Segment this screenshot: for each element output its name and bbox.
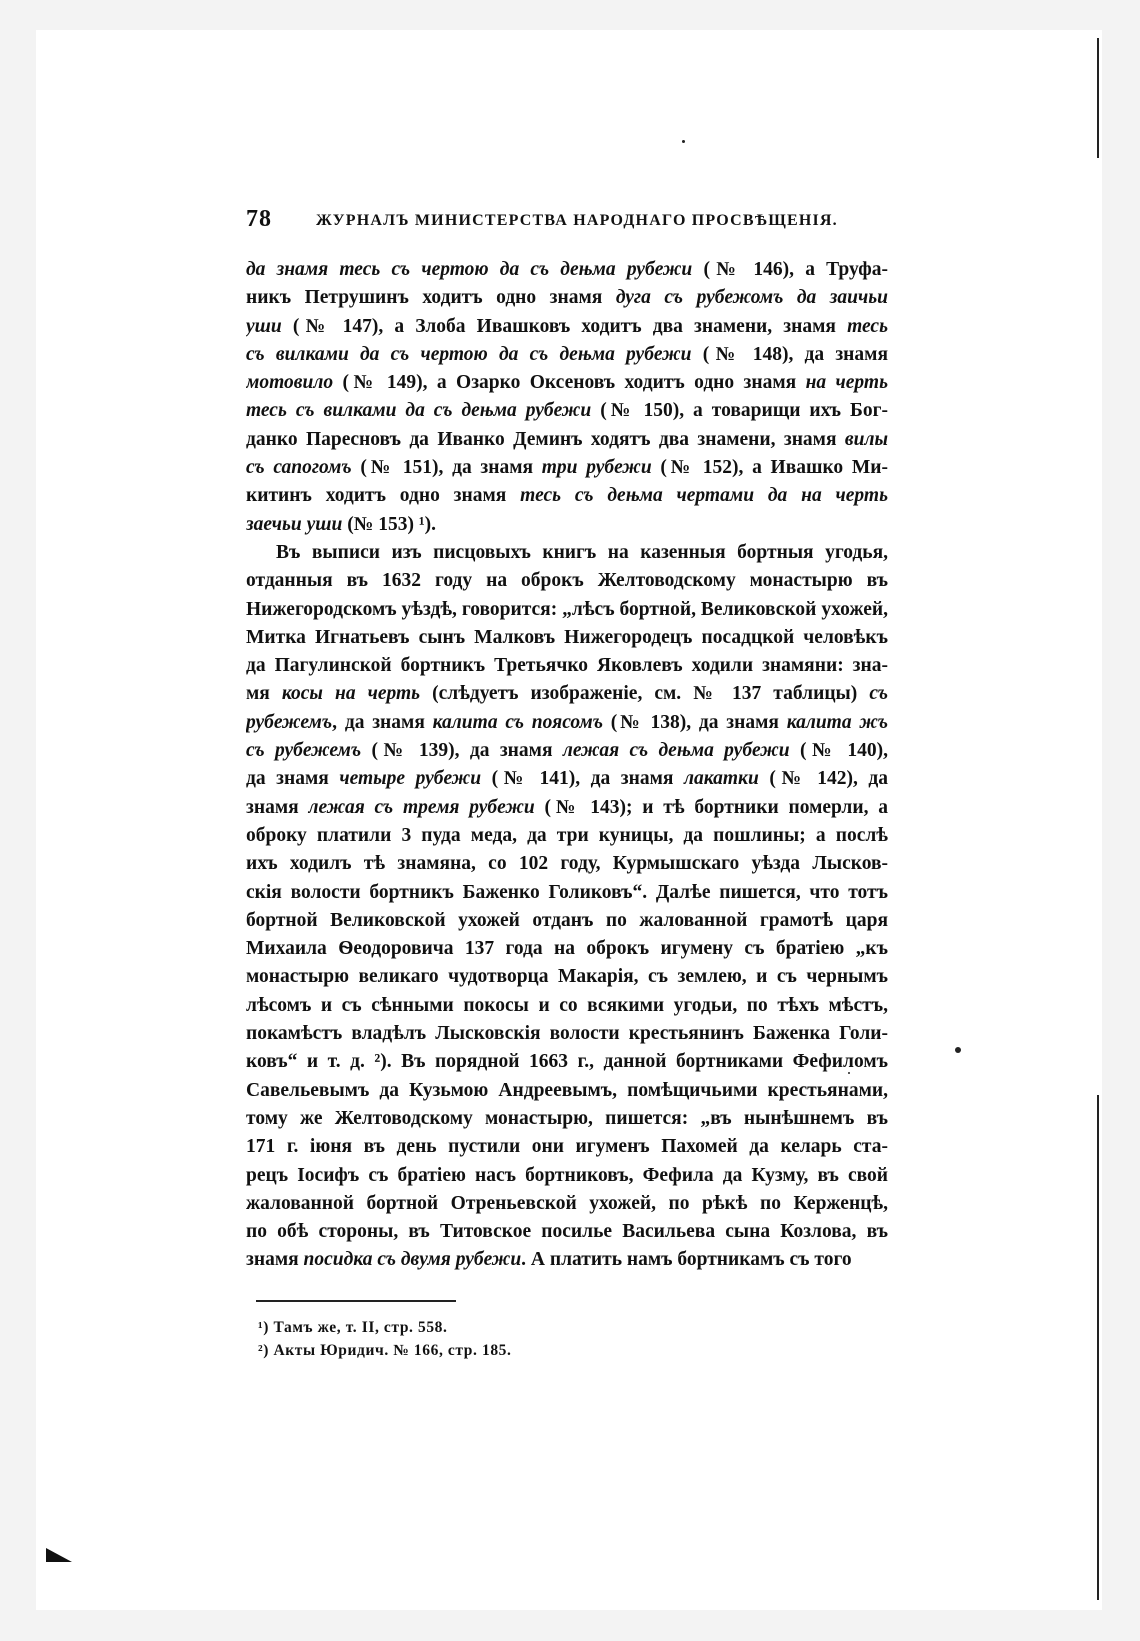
text-line: [246, 539, 888, 567]
text-run: Въ выписи изъ писцовыхъ книгъ на казенныя бортныя угодья,: [276, 541, 888, 563]
text-line: [246, 850, 888, 878]
text-line: [246, 822, 888, 850]
text-run: знамя: [246, 796, 309, 818]
text-run: да знамя: [246, 768, 340, 790]
text-run: скія волости бортникъ Баженко Голиковъ“. Далѣе пишется, что тотъ: [246, 881, 888, 903]
text-run: да Пагулинской бортникъ Третьячко Яковлевъ ходили знамяни: зна-: [246, 655, 888, 677]
text-run: (№ 143); и тѣ бортники померли, а: [534, 796, 888, 818]
italic-phrase: косы на черть: [281, 683, 421, 705]
text-line: [246, 879, 888, 907]
text-line: [246, 567, 888, 595]
text-run: , да знамя: [332, 711, 433, 733]
text-run: Митка Игнатьевъ сынъ Малковъ Нижегородецъ посадцкой человѣкъ: [246, 626, 888, 648]
text-line: [246, 652, 888, 680]
text-run: 171 г. іюня въ день пустили они игуменъ Пахомей да келарь ста-: [246, 1136, 888, 1158]
text-line: [246, 1077, 888, 1105]
text-run: покамѣстъ владѣлъ Лысковскія волости крестьянинъ Баженка Голи-: [246, 1023, 888, 1045]
text-run: данко Пареcновъ да Иванко Деминъ ходятъ два знамени, знамя: [246, 428, 845, 450]
corner-arrow-icon: [46, 1548, 72, 1562]
italic-phrase: вилы: [844, 428, 888, 450]
page-header: [246, 206, 886, 238]
italic-phrase: съ вилками да съ чертою да съ дењма рубежи: [246, 343, 692, 365]
text-line: [246, 1190, 888, 1218]
text-line: [246, 794, 888, 822]
text-run: (№ 152), а Ивашко Ми-: [651, 457, 888, 479]
text-line: [246, 341, 888, 369]
text-run: никъ Петрушинъ ходитъ одно знамя: [246, 287, 616, 309]
text-line: [246, 624, 888, 652]
footnote-divider: [256, 1300, 456, 1302]
text-line: [246, 765, 888, 793]
text-run: (№ 138), да знамя: [603, 711, 787, 733]
italic-phrase: рубежемъ: [246, 711, 333, 733]
text-line: [246, 1162, 888, 1190]
text-run: тому же Желтоводскому монастырю, пишется: „въ нынѣшнемъ въ: [246, 1107, 888, 1129]
italic-phrase: тесь съ вилками да съ дењма рубежи: [246, 400, 592, 422]
text-run: оброку платили 3 пуда меда, да три куницы, да пошлины; а послѣ: [246, 824, 888, 846]
text-run: (№ 153) ¹).: [342, 513, 437, 535]
text-run: по обѣ стороны, въ Титовское посилье Васильева сына Козлова, въ: [246, 1221, 888, 1243]
text-run: (№ 150), а товарищи ихъ Бог-: [591, 400, 888, 422]
text-line: [246, 369, 888, 397]
text-line: [246, 680, 888, 708]
text-run: ихъ ходилъ тѣ знамяна, со 102 году, Курмышскаго уѣзда Лысков-: [246, 853, 888, 875]
footnote: ²) Акты Юридич. № 166, стр. 185.: [258, 1342, 512, 1359]
body-text: [246, 256, 888, 1275]
text-run: (№ 146), а Труфа-: [692, 259, 888, 280]
text-line: [246, 1020, 888, 1048]
text-line: [246, 1105, 888, 1133]
text-line: [246, 426, 888, 454]
text-run: Нижегородскомъ уѣздѣ, говорится: „лѣсъ бортной, Великовской ухожей,: [246, 598, 888, 620]
text-run: лѣсомъ и съ сѣнными покосы и со всякими угодьи, по тѣхъ мѣстъ,: [246, 994, 888, 1016]
text-line: [246, 1133, 888, 1161]
text-run: (№ 149), а Озарко Оксеновъ ходитъ одно знамя: [333, 372, 806, 394]
italic-phrase: калита съ поясомъ: [432, 711, 603, 733]
text-run: отданныя въ 1632 году на оброкъ Желтоводскому монастырю въ: [246, 570, 888, 592]
text-run: . А платить намъ бортникамъ съ того: [521, 1249, 852, 1271]
text-line: [246, 313, 888, 341]
text-run: Савельевымъ да Кузьмою Андреевымъ, помѣщичьими крестьянами,: [246, 1079, 888, 1101]
italic-phrase: посидка съ двумя рубежи: [303, 1249, 522, 1271]
text-run: (№ 151), да знамя: [351, 457, 542, 479]
italic-phrase: дуга съ рубежомъ да заичьи: [615, 287, 888, 309]
italic-phrase: три рубежи: [541, 457, 652, 479]
text-line: [246, 935, 888, 963]
text-run: мя: [246, 683, 282, 705]
text-line: [246, 1246, 888, 1274]
text-run: ковъ“ и т. д. ²). Въ порядной 1663 г., данной бортниками Фефиломъ: [246, 1051, 888, 1073]
text-run: (№ 140),: [789, 740, 888, 762]
italic-phrase: тесь: [847, 315, 888, 337]
text-line: [246, 256, 888, 284]
text-run: жалованной бортной Отреньевской ухожей, по рѣкѣ по Керженцѣ,: [246, 1192, 888, 1214]
italic-phrase: съ сапогомъ: [246, 457, 352, 479]
text-run: китинъ ходитъ одно знамя: [246, 485, 521, 507]
italic-phrase: калита жъ: [786, 711, 888, 733]
italic-phrase: съ рубежемъ: [246, 740, 362, 762]
page-number: 78: [246, 206, 272, 232]
scan-speck: [682, 140, 685, 143]
text-line: [246, 992, 888, 1020]
text-run: бортной Великовской ухожей отданъ по жалованной грамотѣ царя: [246, 909, 888, 931]
scan-edge-line-bottom: [1097, 1095, 1099, 1600]
italic-phrase: лакатки: [683, 768, 759, 790]
italic-phrase: уши: [246, 315, 282, 337]
text-line: [246, 284, 888, 312]
footnote: ¹) Тамъ же, т. II, стр. 558.: [258, 1319, 448, 1336]
text-line: [246, 963, 888, 991]
text-line: [246, 737, 888, 765]
italic-phrase: на черть: [805, 372, 888, 394]
italic-phrase: съ: [869, 683, 888, 705]
italic-phrase: лежая съ дењма рубежи: [562, 740, 790, 762]
italic-phrase: заечьи уши: [246, 513, 343, 535]
footnotes: [258, 1316, 512, 1362]
italic-phrase: да знамя тесь съ чертою да съ дењма рубежи: [246, 259, 693, 280]
text-line: [246, 482, 888, 510]
text-line: [246, 596, 888, 624]
text-line: [246, 397, 888, 425]
text-run: рецъ Іосифъ съ братіею насъ бортниковъ, Фефила да Кузму, въ свой: [246, 1164, 888, 1186]
text-run: Михаила Ѳеодоровича 137 года на оброкъ игумену съ братіею „къ: [246, 938, 888, 960]
text-run: монастырю великаго чудотворца Макарія, съ землею, и съ чернымъ: [246, 966, 888, 988]
text-run: знамя: [246, 1249, 304, 1271]
italic-phrase: тесь съ дењма чертами да на черть: [520, 485, 888, 507]
scan-speck: [955, 1047, 961, 1053]
text-run: (слѣдуетъ изображеніе, см. № 137 таблицы): [420, 683, 870, 705]
text-line: [246, 1218, 888, 1246]
italic-phrase: мотовило: [246, 372, 334, 394]
text-line: [246, 511, 888, 539]
italic-phrase: четыре рубежи: [339, 768, 482, 790]
text-run: (№ 148), да знамя: [691, 343, 888, 365]
text-line: [246, 1048, 888, 1076]
italic-phrase: лежая съ тремя рубежи: [308, 796, 535, 818]
text-line: [246, 454, 888, 482]
text-run: (№ 139), да знамя: [361, 740, 563, 762]
text-run: (№ 142), да: [758, 768, 888, 790]
text-run: (№ 147), а Злоба Ивашковъ ходитъ два знамени, знамя: [281, 315, 848, 337]
text-line: [246, 709, 888, 737]
text-line: [246, 907, 888, 935]
text-run: (№ 141), да знамя: [481, 768, 684, 790]
scan-edge-line-top: [1097, 38, 1099, 158]
running-title: ЖУРНАЛЪ МИНИСТЕРСТВА НАРОДНАГО ПРОСВѢЩЕНІЯ.: [316, 212, 838, 229]
